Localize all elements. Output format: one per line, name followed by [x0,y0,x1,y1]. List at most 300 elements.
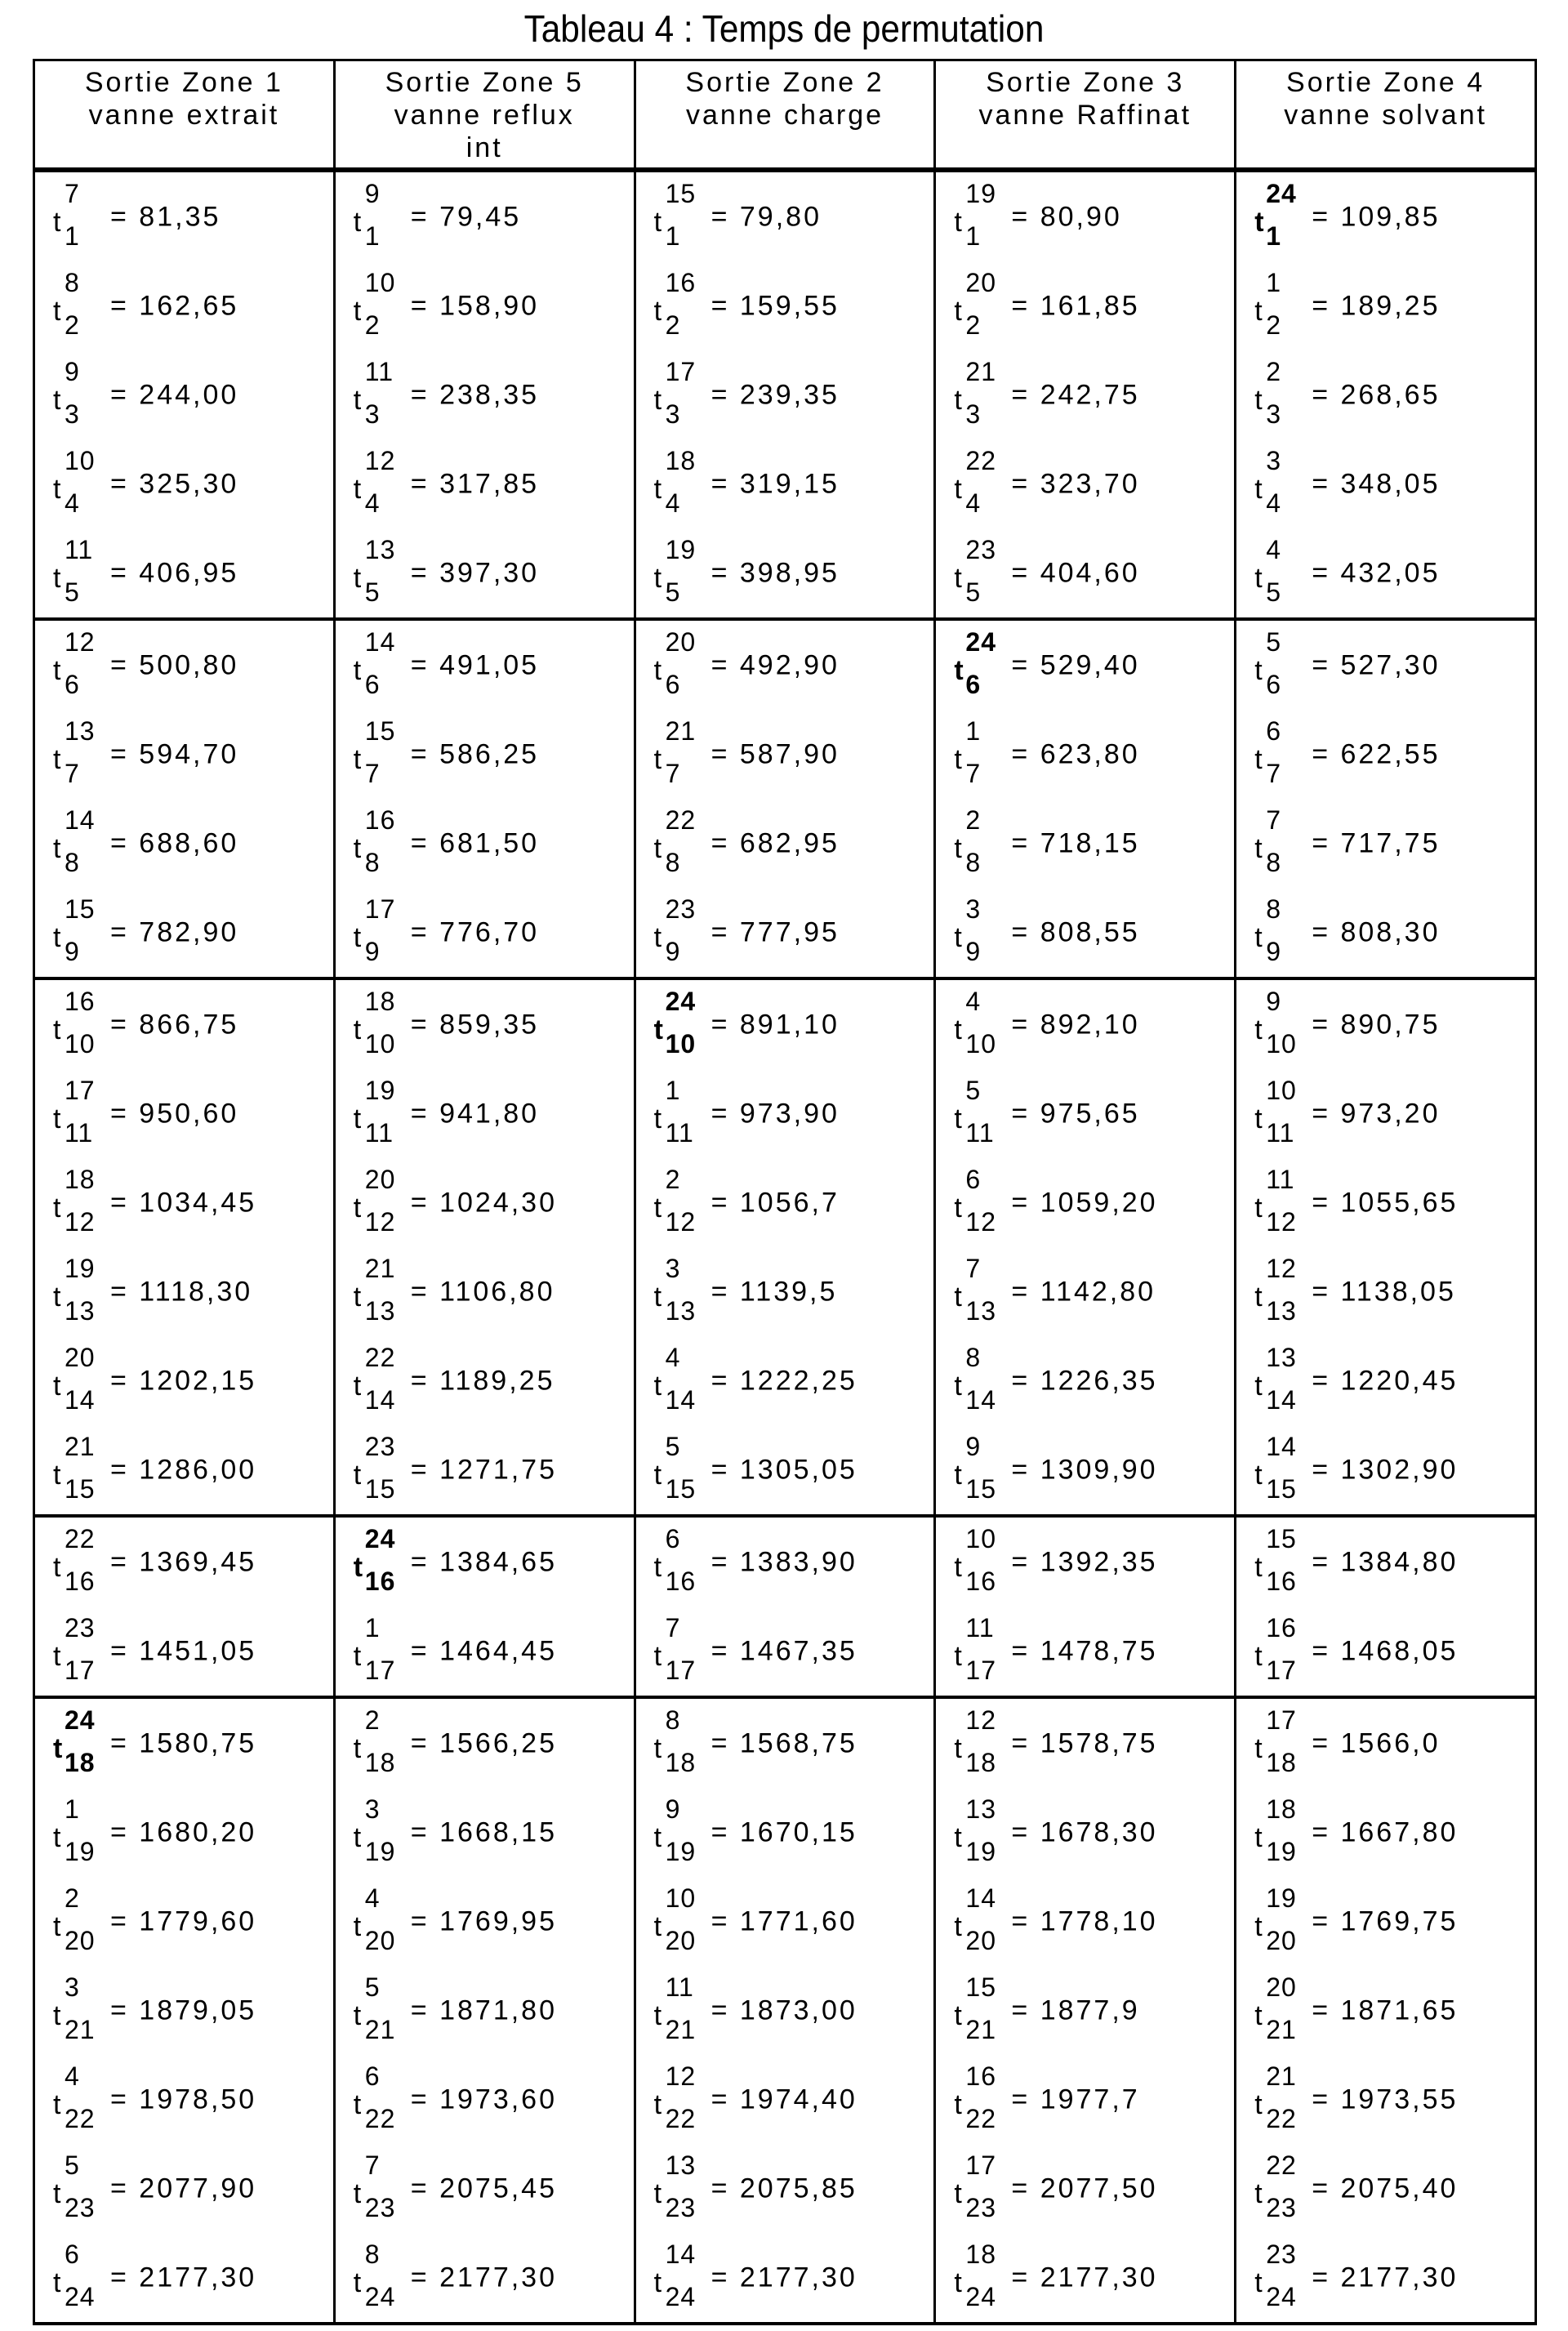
time-symbol [53,1623,110,1680]
time-symbol [654,1804,711,1861]
subscript: 7 [666,759,681,789]
time-cell [334,799,635,888]
time-value: = 1973,60 [411,2084,557,2115]
time-cell [1236,170,1536,261]
time-symbol [53,2071,110,2128]
time-value: = 1139,5 [711,1276,838,1307]
symbol-t: t [354,833,363,865]
time-cell [334,710,635,799]
symbol-t: t [53,2089,63,2121]
superscript: 2 [666,1165,681,1195]
time-symbol [354,996,411,1054]
time-cell [34,1425,335,1516]
time-cell [1236,978,1536,1069]
superscript: 10 [65,446,96,476]
time-symbol [654,637,711,694]
time-value: = 1973,55 [1312,2084,1458,2115]
time-cell [334,1607,635,1697]
subscript: 24 [1266,2282,1297,2312]
superscript: 6 [65,2240,80,2270]
time-symbol [954,2160,1011,2217]
subscript: 4 [365,488,381,519]
time-symbol [654,904,711,961]
symbol-t: t [654,2000,664,2032]
column-header-line: Sortie Zone 3 [939,66,1231,99]
symbol-t: t [954,2000,964,2032]
subscript: 22 [666,2104,697,2134]
time-value: = 1977,7 [1011,2084,1139,2115]
time-value: = 79,80 [711,201,822,232]
subscript: 13 [65,1296,96,1326]
time-symbol [1254,2071,1312,2128]
symbol-t: t [954,1014,964,1046]
subscript: 23 [965,2193,996,2223]
subscript: 4 [965,488,981,519]
subscript: 20 [65,1926,96,1956]
superscript: 9 [666,1794,681,1825]
time-value: = 1678,30 [1011,1816,1157,1847]
subscript: 21 [666,2015,697,2045]
symbol-t: t [354,474,363,506]
subscript: 20 [365,1926,396,1956]
time-symbol [53,637,110,694]
superscript: 2 [965,805,981,836]
table-row [34,1516,1536,1607]
subscript: 15 [1266,1474,1297,1504]
symbol-t: t [954,1103,964,1135]
subscript: 22 [1266,2104,1297,2134]
subscript: 21 [65,2015,96,2045]
time-cell [935,1069,1236,1158]
column-header-line: vanne extrait [38,99,330,131]
subscript: 8 [666,848,681,878]
time-symbol [654,1982,711,2039]
time-symbol [354,1715,411,1772]
superscript: 6 [365,2061,381,2092]
time-cell [635,799,935,888]
time-symbol [954,1174,1011,1232]
time-cell [635,1516,935,1607]
symbol-t: t [954,474,964,506]
time-value: = 319,15 [711,468,840,499]
subscript: 18 [65,1748,96,1778]
symbol-t: t [53,833,63,865]
superscript: 17 [1266,1705,1297,1736]
subscript: 4 [1266,488,1281,519]
time-value: = 81,35 [110,201,220,232]
subscript: 19 [965,1837,996,1867]
time-value: = 1873,00 [711,1994,858,2026]
superscript: 3 [65,1972,80,2003]
subscript: 23 [666,2193,697,2223]
symbol-t: t [354,385,363,417]
subscript: 9 [65,937,80,967]
table-row [34,528,1536,619]
time-cell [34,350,335,439]
time-value: = 782,90 [110,916,238,947]
time-cell [935,1697,1236,1788]
time-value: = 1059,20 [1011,1187,1157,1218]
time-value: = 1220,45 [1312,1365,1458,1396]
time-cell [1236,528,1536,619]
symbol-t: t [654,207,664,238]
subscript: 23 [65,2193,96,2223]
superscript: 23 [65,1613,96,1643]
symbol-t: t [1254,655,1264,687]
symbol-t: t [53,296,63,328]
superscript: 20 [1266,1972,1297,2003]
time-symbol [954,2249,1011,2306]
subscript: 14 [365,1385,396,1415]
superscript: 5 [1266,627,1281,657]
time-symbol [954,1264,1011,1321]
superscript: 22 [65,1524,96,1554]
time-value: = 1566,0 [1312,1727,1440,1758]
time-value: = 2075,85 [711,2173,858,2204]
time-symbol [1254,545,1312,602]
time-symbol [354,1623,411,1680]
subscript: 6 [65,670,80,700]
superscript: 6 [965,1165,981,1195]
subscript: 14 [1266,1385,1297,1415]
time-value: = 323,70 [1011,468,1139,499]
subscript: 11 [965,1118,994,1148]
symbol-t: t [1254,1371,1264,1402]
time-cell [334,350,635,439]
time-symbol [1254,1442,1312,1499]
symbol-t: t [954,385,964,417]
superscript: 5 [65,2150,80,2181]
superscript: 1 [666,1076,681,1106]
time-cell [935,710,1236,799]
time-symbol [53,1715,110,1772]
table-row [34,1069,1536,1158]
symbol-t: t [53,1281,63,1313]
symbol-t: t [354,922,363,954]
table-row [34,1697,1536,1788]
time-cell [1236,1788,1536,1877]
time-symbol [354,815,411,872]
superscript: 9 [1266,987,1281,1017]
symbol-t: t [654,1460,664,1491]
time-value: = 158,90 [411,290,539,321]
superscript: 15 [666,179,697,209]
time-value: = 2177,30 [1312,2262,1458,2293]
subscript: 8 [65,848,80,878]
subscript: 13 [1266,1296,1297,1326]
time-symbol [1254,1085,1312,1143]
time-cell [34,1697,335,1788]
subscript: 4 [666,488,681,519]
time-cell [34,1247,335,1336]
time-symbol [954,1442,1011,1499]
superscript: 8 [666,1705,681,1736]
subscript: 7 [65,759,80,789]
time-value: = 808,30 [1312,916,1440,947]
superscript: 20 [65,1343,96,1373]
time-symbol [53,456,110,513]
time-symbol [954,1353,1011,1410]
superscript: 24 [666,987,697,1017]
column-header [34,60,335,171]
superscript: 5 [965,1076,981,1106]
time-symbol [354,278,411,335]
symbol-t: t [654,385,664,417]
time-cell [935,978,1236,1069]
table-body [34,170,1536,2324]
symbol-t: t [53,655,63,687]
superscript: 16 [65,987,96,1017]
symbol-t: t [654,2267,664,2299]
column-header-line: Sortie Zone 2 [639,66,931,99]
symbol-t: t [1254,1103,1264,1135]
superscript: 12 [365,446,396,476]
superscript: 24 [965,627,996,657]
time-value: = 1580,75 [110,1727,256,1758]
time-symbol [654,545,711,602]
superscript: 11 [666,1972,694,2003]
time-symbol [354,637,411,694]
time-cell [935,2055,1236,2144]
symbol-t: t [954,2267,964,2299]
subscript: 22 [365,2104,396,2134]
symbol-t: t [954,1911,964,1943]
subscript: 9 [666,937,681,967]
time-symbol [954,726,1011,783]
time-symbol [53,1353,110,1410]
symbol-t: t [53,1460,63,1491]
symbol-t: t [354,1371,363,1402]
symbol-t: t [354,2267,363,2299]
symbol-t: t [53,1733,65,1765]
column-header-line: vanne reflux [339,99,630,131]
superscript: 6 [666,1524,681,1554]
superscript: 18 [965,2240,996,2270]
time-value: = 1769,75 [1312,1905,1458,1937]
subscript: 2 [965,310,981,341]
time-value: = 1670,15 [711,1816,858,1847]
symbol-t: t [53,1641,63,1673]
time-cell [34,528,335,619]
subscript: 17 [365,1656,396,1686]
subscript: 18 [965,1748,996,1778]
superscript: 12 [965,1705,996,1736]
time-value: = 491,05 [411,649,539,680]
time-cell [1236,888,1536,978]
superscript: 15 [965,1972,996,2003]
time-cell [334,528,635,619]
time-value: = 622,55 [1312,738,1440,769]
superscript: 3 [1266,446,1281,476]
symbol-t: t [53,385,63,417]
subscript: 13 [965,1296,996,1326]
superscript: 12 [65,627,96,657]
table-row [34,1336,1536,1425]
symbol-t: t [53,474,63,506]
time-cell [935,1877,1236,1966]
subscript: 7 [365,759,381,789]
symbol-t: t [954,207,964,238]
subscript: 3 [365,399,381,430]
time-cell [635,528,935,619]
superscript: 24 [1266,179,1297,209]
subscript: 13 [666,1296,697,1326]
superscript: 14 [365,627,396,657]
subscript: 6 [1266,670,1281,700]
symbol-t: t [354,744,363,776]
subscript: 9 [365,937,381,967]
time-value: = 1769,95 [411,1905,557,1937]
subscript: 2 [65,310,80,341]
subscript: 1 [365,221,381,252]
superscript: 15 [65,894,96,925]
superscript: 12 [1266,1254,1297,1284]
time-cell [935,1158,1236,1247]
time-symbol [53,1442,110,1499]
time-symbol [1254,904,1312,961]
time-value: = 808,55 [1011,916,1139,947]
superscript: 4 [965,987,981,1017]
symbol-t: t [1254,2000,1264,2032]
subscript: 12 [365,1207,396,1237]
time-value: = 2077,50 [1011,2173,1157,2204]
symbol-t: t [654,2178,664,2210]
time-symbol [1254,637,1312,694]
time-value: = 1778,10 [1011,1905,1157,1937]
time-symbol [53,904,110,961]
subscript: 14 [666,1385,697,1415]
time-symbol [354,1893,411,1950]
symbol-t: t [654,744,664,776]
time-value: = 2077,90 [110,2173,256,2204]
superscript: 21 [666,716,697,747]
time-cell [635,350,935,439]
time-value: = 2177,30 [711,2262,858,2293]
subscript: 6 [365,670,381,700]
time-symbol [654,2249,711,2306]
time-symbol [954,1085,1011,1143]
symbol-t: t [1254,1552,1264,1584]
time-symbol [1254,1353,1312,1410]
time-value: = 950,60 [110,1098,238,1129]
time-cell [1236,1966,1536,2055]
superscript: 18 [65,1165,96,1195]
symbol-t: t [354,2178,363,2210]
time-symbol [954,1715,1011,1772]
symbol-t: t [954,922,964,954]
time-cell [635,1069,935,1158]
time-symbol [53,726,110,783]
subscript: 15 [365,1474,396,1504]
symbol-t: t [654,833,664,865]
time-cell [1236,2055,1536,2144]
subscript: 5 [1266,577,1281,608]
subscript: 2 [666,310,681,341]
time-cell [1236,1247,1536,1336]
time-value: = 1271,75 [411,1454,557,1485]
symbol-t: t [954,563,964,595]
subscript: 16 [1266,1567,1297,1597]
table-row [34,1788,1536,1877]
time-symbol [354,1353,411,1410]
time-value: = 79,45 [411,201,521,232]
symbol-t: t [354,1641,363,1673]
time-symbol [654,1174,711,1232]
time-value: = 776,70 [411,916,539,947]
superscript: 8 [365,2240,381,2270]
time-cell [34,1158,335,1247]
time-cell [935,619,1236,710]
subscript: 23 [1266,2193,1297,2223]
time-value: = 244,00 [110,379,238,410]
time-value: = 325,30 [110,468,238,499]
subscript: 15 [65,1474,96,1504]
superscript: 9 [365,179,381,209]
symbol-t: t [354,1014,363,1046]
time-cell [34,170,335,261]
symbol-t: t [53,563,63,595]
time-symbol [53,2249,110,2306]
time-symbol [654,456,711,513]
subscript: 16 [965,1567,996,1597]
time-symbol [1254,1715,1312,1772]
time-cell [34,2233,335,2324]
time-cell [1236,2144,1536,2233]
time-value: = 1464,45 [411,1635,557,1666]
symbol-t: t [1254,2178,1264,2210]
table-row [34,888,1536,978]
time-value: = 527,30 [1312,649,1440,680]
time-symbol [654,726,711,783]
time-cell [334,439,635,528]
symbol-t: t [654,1552,664,1584]
time-value: = 1779,60 [110,1905,256,1937]
time-cell [935,1336,1236,1425]
superscript: 21 [1266,2061,1297,2092]
time-value: = 717,75 [1312,827,1440,858]
time-cell [635,2233,935,2324]
time-cell [334,1788,635,1877]
time-cell [935,1516,1236,1607]
subscript: 12 [965,1207,996,1237]
subscript: 10 [965,1029,996,1059]
time-symbol [53,1085,110,1143]
subscript: 12 [1266,1207,1297,1237]
time-value: = 1392,35 [1011,1546,1157,1577]
time-symbol [954,456,1011,513]
symbol-t: t [1254,1460,1264,1491]
subscript: 9 [1266,937,1281,967]
time-value: = 1056,7 [711,1187,840,1218]
subscript: 17 [65,1656,96,1686]
time-value: = 529,40 [1011,649,1139,680]
superscript: 7 [666,1613,681,1643]
table-title: Tableau 4 : Temps de permutation [63,7,1505,51]
time-cell [935,350,1236,439]
subscript: 1 [1266,221,1281,252]
table-row [34,1425,1536,1516]
subscript: 10 [1266,1029,1297,1059]
symbol-t: t [954,655,965,687]
time-symbol [53,1174,110,1232]
symbol-t: t [53,1014,63,1046]
time-value: = 975,65 [1011,1098,1139,1129]
superscript: 10 [666,1883,697,1914]
time-cell [1236,261,1536,350]
superscript: 12 [666,2061,697,2092]
superscript: 8 [65,268,80,298]
superscript: 19 [666,535,697,565]
